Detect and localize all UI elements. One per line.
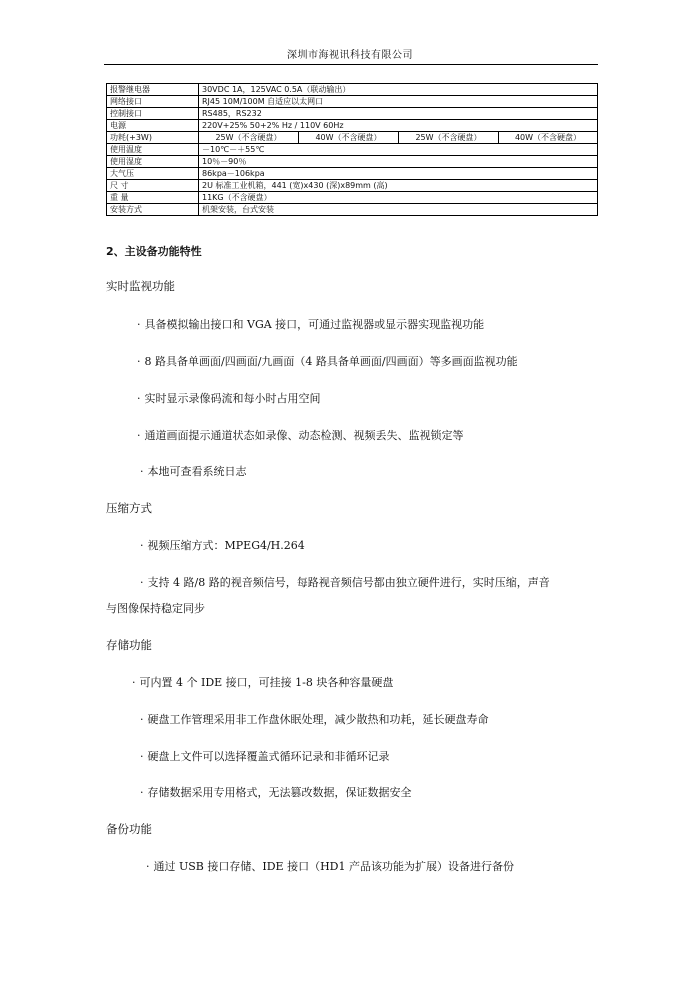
list-item: · 存储数据采用专用格式，无法篡改数据，保证数据安全 [140,786,412,799]
list-item: · 具备模拟输出接口和 VGA 接口，可通过监视器或显示器实现监视功能 [137,318,485,331]
bullet-icon: · [137,392,141,405]
list-item: · 硬盘上文件可以选择覆盖式循环记录和非循环记录 [140,750,390,763]
table-row [107,180,598,192]
table-row [107,120,598,132]
subsection-heading-monitor: 实时监视功能 [106,279,175,293]
bullet-icon: · [132,676,136,689]
list-item: · 实时显示录像码流和每小时占用空间 [137,392,321,405]
list-item-continuation: 与图像保持稳定同步 [106,602,205,615]
table-row [107,132,598,144]
spec-value: 25W（不含硬盘） [399,132,499,144]
table-row [107,204,598,216]
list-item: · 通过 USB 接口存储、IDE 接口（HD1 产品该功能为扩展）设备进行备份 [146,860,514,873]
subsection-heading-compression: 压缩方式 [106,501,152,515]
spec-key: 功耗(+3W) [107,132,199,144]
bullet-icon: · [137,429,141,442]
list-item: · 可内置 4 个 IDE 接口，可挂接 1-8 块各种容量硬盘 [132,676,394,689]
list-item: · 8 路具备单画面/四画面/九画面（4 路具备单画面/四画面）等多画面监视功能 [137,355,518,368]
spec-key: 大气压 [107,168,199,180]
bullet-icon: · [140,465,144,478]
bullet-icon: · [146,860,150,873]
bullet-icon: · [140,750,144,763]
spec-value: 25W（不含硬盘） [199,132,299,144]
spec-value: 86kpa－106kpa [199,168,598,180]
subsection-heading-backup: 备份功能 [106,822,152,836]
spec-key: 使用温度 [107,144,199,156]
spec-table [106,83,598,216]
table-row [107,192,598,204]
spec-value: 10％－90％ [199,156,598,168]
bullet-icon: · [140,539,144,552]
spec-value: 2U 标准工业机箱，441 (宽)x430 (深)x89mm (高) [199,180,598,192]
section-title: 2、主设备功能特性 [106,245,202,258]
spec-key: 重 量 [107,192,199,204]
table-row [107,144,598,156]
spec-value: 11KG（不含硬盘） [199,192,598,204]
list-item: · 本地可查看系统日志 [140,465,247,478]
spec-value: 220V+25% 50+2% Hz / 110V 60Hz [199,120,598,132]
bullet-icon: · [140,786,144,799]
spec-value: RS485，RS232 [199,108,598,120]
spec-value: 机架安装，台式安装 [199,204,598,216]
list-item: · 支持 4 路/8 路的视音频信号，每路视音频信号都由独立硬件进行，实时压缩，声音 [140,576,550,589]
list-item: · 硬盘工作管理采用非工作盘休眠处理，减少散热和功耗，延长硬盘寿命 [140,713,489,726]
spec-value: 30VDC 1A，125VAC 0.5A（联动输出） [199,84,598,96]
spec-key: 电源 [107,120,199,132]
bullet-icon: · [137,318,141,331]
spec-value: 40W（不含硬盘） [299,132,399,144]
list-item: · 视频压缩方式：MPEG4/H.264 [140,539,305,552]
list-item: · 通道画面提示通道状态如录像、动态检测、视频丢失、监视锁定等 [137,429,464,442]
table-row [107,84,598,96]
spec-key: 网络接口 [107,96,199,108]
spec-key: 安装方式 [107,204,199,216]
bullet-icon: · [140,713,144,726]
table-row [107,96,598,108]
spec-key: 控制接口 [107,108,199,120]
table-row [107,108,598,120]
spec-key: 报警继电器 [107,84,199,96]
spec-value: RJ45 10M/100M 自适应以太网口 [199,96,598,108]
company-header: 深圳市海视讯科技有限公司 [287,50,413,61]
spec-key: 尺 寸 [107,180,199,192]
bullet-icon: · [137,355,141,368]
subsection-heading-storage: 存储功能 [106,638,152,652]
table-row [107,156,598,168]
bullet-icon: · [140,576,144,589]
spec-value: 40W（不含硬盘） [499,132,598,144]
spec-key: 使用湿度 [107,156,199,168]
table-row [107,168,598,180]
header-divider [104,64,598,65]
spec-value: －10℃－＋55℃ [199,144,598,156]
